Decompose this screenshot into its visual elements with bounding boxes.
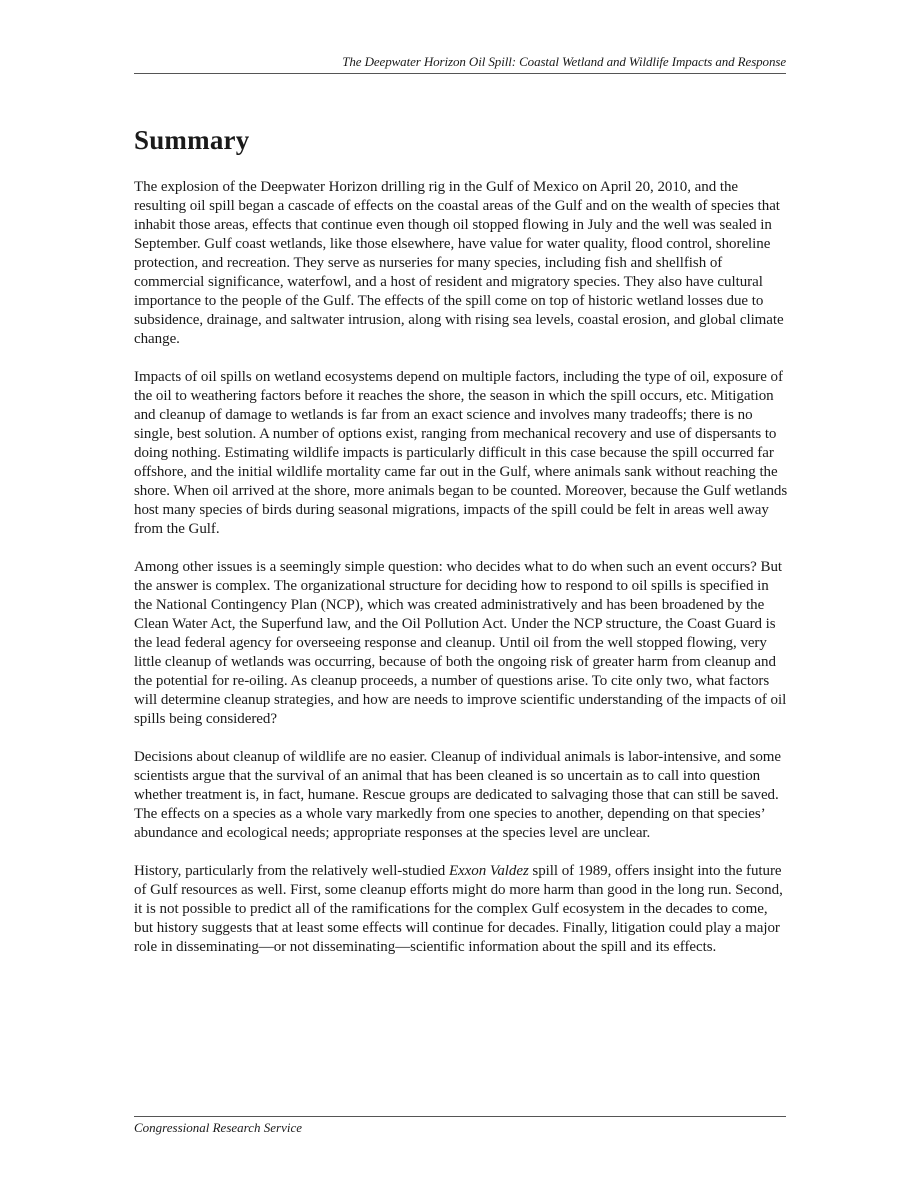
paragraph-5-lead: History, particularly from the relatively well-studied bbox=[134, 863, 449, 879]
paragraph-5-rest: spill of 1989, offers insight into the future of Gulf resources as well. First, some cleanup efforts might do more harm than good in the long run. Second, it is not possible to predict all of the ramifications for the complex Gulf ecosystem in the decades to come, but history suggests that at least some effects will continue for decades. Finally, litigation could play a major role in disseminating—or not disseminating—scientific information about the spill and its effects. bbox=[134, 863, 783, 955]
paragraph-1: The explosion of the Deepwater Horizon drilling rig in the Gulf of Mexico on April 20, 2010, and the resulting oil spill began a cascade of effects on the coastal areas of the Gulf and on the wealth of species that inhabit those areas, effects that continue even though oil stopped flowing in July and the well was sealed in September. Gulf coast wetlands, like those elsewhere, have value for water quality, flood control, shoreline protection, and recreation. They serve as nurseries for many species, including fish and shellfish of commercial significance, waterfowl, and a host of resident and migratory species. They also have cultural importance to the people of the Gulf. The effects of the spill come on top of historic wetland losses due to subsidence, drainage, and saltwater intrusion, along with rising sea levels, coastal erosion, and global climate change. bbox=[134, 179, 784, 347]
running-footer: Congressional Research Service bbox=[134, 1120, 302, 1135]
paragraph-2: Impacts of oil spills on wetland ecosystems depend on multiple factors, including the type of oil, exposure of the oil to weathering factors before it reaches the shore, the season in which the spill occurs, etc. Mitigation and cleanup of damage to wetlands is far from an exact science and involves many tradeoffs; there is no single, best solution. A number of options exist, ranging from mechanical recovery and use of dispersants to doing nothing. Estimating wildlife impacts is particularly difficult in this case because the spill occurred far offshore, and the initial wildlife mortality came far out in the Gulf, where animals sank without reaching the shore. When oil arrived at the shore, more animals began to be counted. Moreover, because the Gulf wetlands host many species of birds during seasonal migrations, impacts of the spill could be felt in areas well away from the Gulf. bbox=[134, 369, 788, 537]
paragraph-5 bbox=[134, 862, 788, 957]
page-title: Summary bbox=[134, 125, 250, 155]
paragraph-3: Among other issues is a seemingly simple question: who decides what to do when such an event occurs? But the answer is complex. The organizational structure for deciding how to respond to oil spills is specified in the National Contingency Plan (NCP), which was created administratively and has been broadened by the Clean Water Act, the Superfund law, and the Oil Pollution Act. Under the NCP structure, the Coast Guard is the lead federal agency for overseeing response and cleanup. Until oil from the well stopped flowing, very little cleanup of wetlands was occurring, because of both the ongoing risk of greater harm from cleanup and the potential for re-oiling. As cleanup proceeds, a number of questions arise. To cite only two, what factors will determine cleanup strategies, and how are needs to improve scientific understanding of the impacts of oil spills being considered? bbox=[134, 559, 787, 727]
exxon-valdez-italic: Exxon Valdez bbox=[448, 863, 529, 879]
summary-body bbox=[134, 178, 788, 976]
footer-rule bbox=[134, 1116, 786, 1117]
paragraph-4: Decisions about cleanup of wildlife are no easier. Cleanup of individual animals is labor-intensive, and some scientists argue that the survival of an animal that has been cleaned is so uncertain as to call into question whether treatment is, in fact, humane. Rescue groups are dedicated to salvaging those that can still be saved. The effects on a species as a whole vary markedly from one species to another, depending on that species’ abundance and ecological needs; appropriate responses at the species level are unclear. bbox=[134, 749, 781, 841]
running-header: The Deepwater Horizon Oil Spill: Coastal Wetland and Wildlife Impacts and Response bbox=[342, 54, 786, 69]
header-rule bbox=[134, 73, 786, 74]
